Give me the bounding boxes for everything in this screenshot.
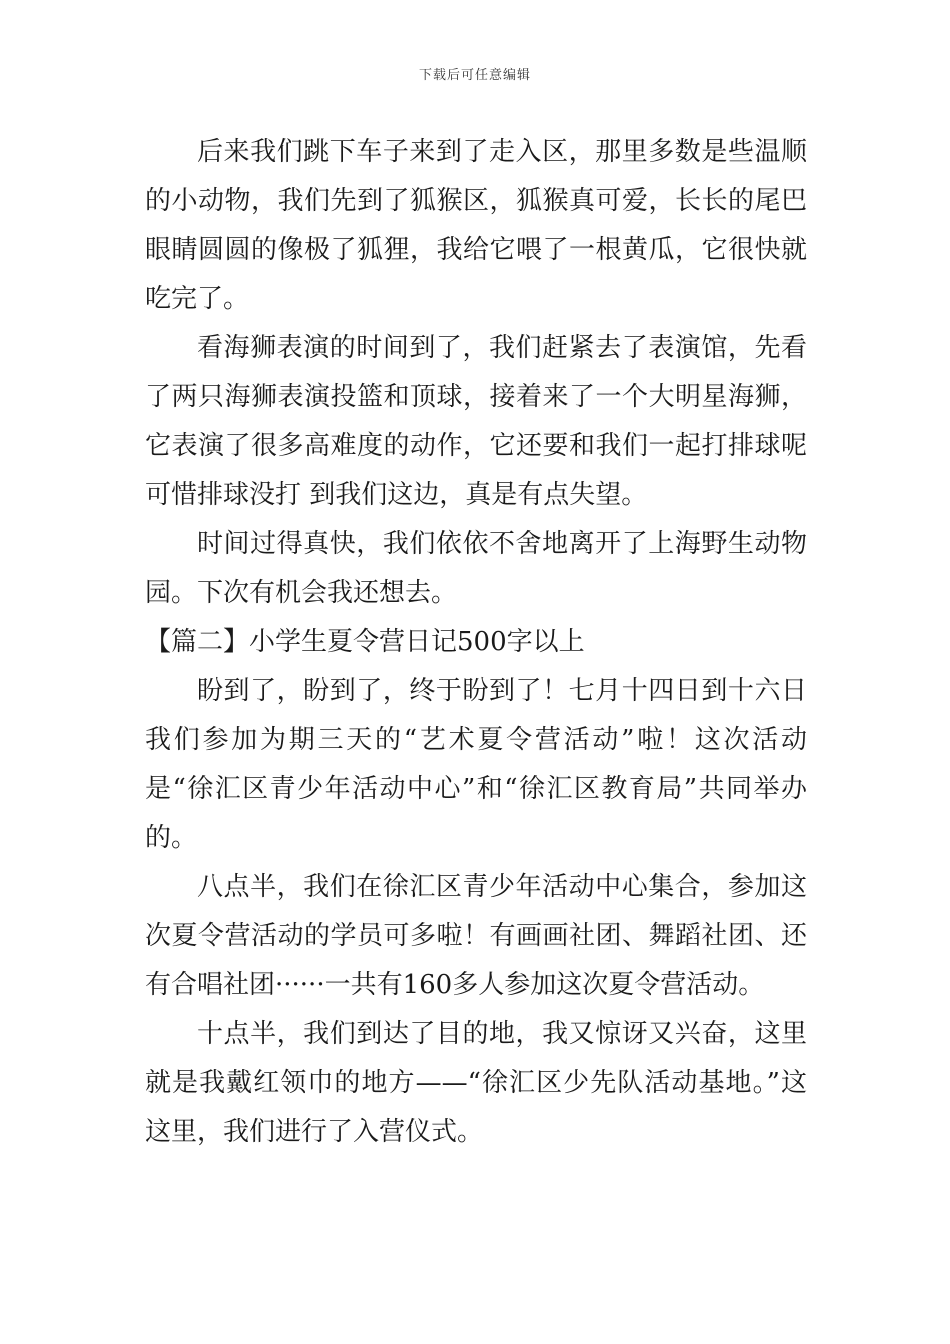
page-header: 下载后可任意编辑 <box>418 68 531 83</box>
paragraph: 盼到了，盼到了，终于盼到了！七月十四日到十六日我们参加为期三天的“艺术夏令营活动”啦！这次活动是“徐汇区青少年活动中心”和“徐汇区教育局”共同举办的。 <box>145 676 807 853</box>
paragraph: 十点半，我们到达了目的地，我又惊讶又兴奋，这里就是我戴红领巾的地方——“徐汇区少先队活动基地。”这这里，我们进行了入营仪式。 <box>145 1019 807 1147</box>
paragraph: 后来我们跳下车子来到了走入区，那里多数是些温顺的小动物，我们先到了狐猴区，狐猴真可爱，长长的尾巴眼睛圆圆的像极了狐狸，我给它喂了一根黄瓜，它很快就吃完了。 <box>145 137 807 314</box>
section-heading: 【篇二】小学生夏令营日记500字以上 <box>145 627 585 657</box>
paragraph: 时间过得真快，我们依依不舍地离开了上海野生动物园。下次有机会我还想去。 <box>145 529 807 608</box>
paragraph: 看海狮表演的时间到了，我们赶紧去了表演馆，先看了两只海狮表演投篮和顶球，接着来了一个大明星海狮，它表演了很多高难度的动作，它还要和我们一起打排球呢可惜排球没打 到我们这边，真是有点失望。 <box>145 333 807 510</box>
document-body <box>145 128 807 1157</box>
paragraph: 八点半，我们在徐汇区青少年活动中心集合，参加这次夏令营活动的学员可多啦！有画画社团、舞蹈社团、还有合唱社团······一共有160多人参加这次夏令营活动。 <box>145 872 807 1000</box>
